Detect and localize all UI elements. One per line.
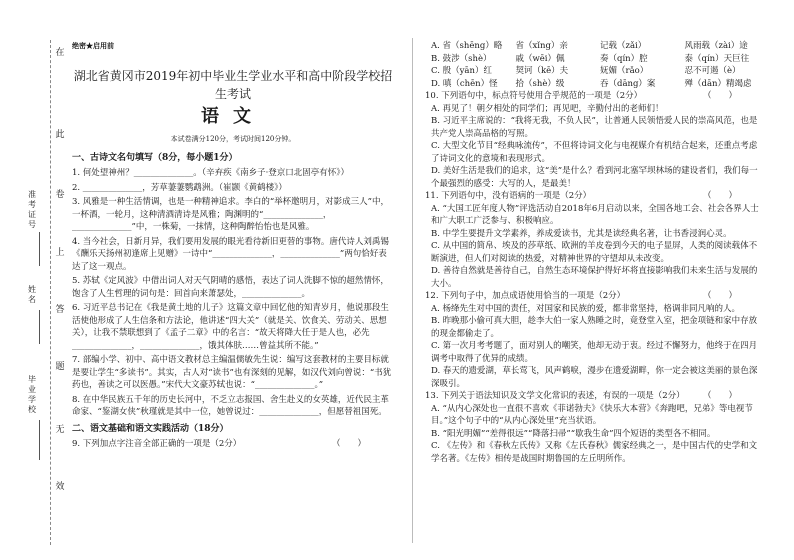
section2-heading: 二、语文基础和语文实践活动（18分） [72, 423, 229, 434]
question-4: 4. 当今社会，日新月异，我们要用发展的眼光看待新旧更替的事物。唐代诗人刘禹锡《酬乐天扬州初逢席上见赠》一诗中“______________，______________”两句恰好表达了这一观点。 [72, 236, 389, 272]
question-11-text: 11. 下列语句中，没有语病的一项是（2分） [425, 191, 592, 201]
answer-paren[interactable]: （ ） [331, 439, 366, 449]
question-10 [425, 90, 765, 103]
question-9-options [425, 40, 765, 90]
question-11 [425, 190, 765, 203]
option-c: C. 大型文化节目“经典咏流传”，不但将诗词文化与电视媒介有机结合起来，还重点考虑了诗词文化的意境和表现形式。 [431, 141, 758, 164]
subject-title: 语文 [201, 105, 265, 127]
column-divider [412, 38, 413, 543]
right-column [425, 40, 765, 465]
question-9-text: 9. 下列加点字注音全部正确的一项是（2分） [72, 439, 242, 449]
field-label-exam-number: 准考证号 [28, 190, 36, 229]
answer-paren[interactable]: （ ） [702, 191, 737, 201]
question-1: 1. 何处望神州？______________。（辛弃疾《南乡子·登京口北固亭有怀》） [72, 168, 350, 178]
seal-char: 效 [53, 482, 67, 493]
question-12-text: 12. 下列句子中，加点成语使用恰当的一项是（2分） [425, 291, 626, 301]
field-label-school: 毕业学校 [28, 375, 36, 414]
option-cell: 泰（qín）天巨往 [684, 53, 750, 64]
option-cell: 省（xǐng）亲 [515, 41, 568, 51]
seal-char: 无 [53, 425, 67, 436]
option-d: D. 美好生活是我们的追求，这“美”是什么？看到河北塞罕坝林场的建设者们，我们每一个最强烈的感受：大写的人，是最美！ [431, 166, 758, 189]
option-cell: 拾（shè）级 [515, 78, 565, 89]
question-10-text: 10. 下列语句中，标点符号使用合乎规范的一项是（2分） [425, 91, 643, 101]
option-cell: 吞（dāng）案 [600, 78, 656, 89]
field-line-exam-number[interactable] [39, 232, 40, 266]
question-5: 5. 苏轼《定风波》中借出词人对天气阴晴的感悟，表达了词人洗脚不惊的超然情怀，饱含了人生哲理的词句是：回首向来萧瑟处，______________。 [72, 276, 389, 299]
seal-char: 上 [53, 248, 67, 259]
seal-char: 此 [53, 130, 67, 141]
option-cell: 记载（zǎi） [600, 41, 647, 51]
seal-char: 在 [53, 48, 67, 59]
field-line-school[interactable] [39, 420, 40, 460]
secret-mark: 绝密★启用前 [72, 41, 114, 50]
question-9 [72, 438, 394, 451]
option-cell: 奏（qín）腔 [600, 53, 648, 64]
option-cell: 忍不可遏（è） [684, 66, 741, 76]
question-3: 3. 风雅是一种生活情调，也是一种精神追求。李白的“举杯邀明月，对影成三人”中，一杯酒，一轮月，这种清酒清诗是风雅；陶渊明的“______________，______________”中，一株菊，一抹情，这种陶醉怡怡也是风雅。 [72, 197, 390, 232]
option-a: A. 杨绛先生对中国的责任，对国家和民族的爱，都非常坚持，格调非同凡响的人。 [431, 303, 741, 314]
answer-paren[interactable]: （ ） [702, 91, 737, 101]
option-d: D. 春天的遗爱湖，草长莺飞，风声鹤唳，漫步在遗爱湖畔，你一定会被这美丽的景色深深吸引。 [431, 366, 758, 389]
option-c: C. 第一次月考考题了，面对别人的嘲笑，他却无动于衷。经过不懈努力，他终于在四月调考中取得了优异的成绩。 [431, 341, 758, 364]
option-cell: 殚（dān）精竭虑 [684, 78, 752, 89]
option-d: D. 善待自然就是善待自己，自然生态环境保护得好坏将直接影响我们未来生活与发展的大小。 [431, 266, 758, 289]
answer-paren[interactable]: （ ） [702, 291, 737, 301]
seal-char: 题 [53, 362, 67, 373]
option-a: A. 再见了！朝夕相处的同学们；再见吧，辛勤付出的老师们！ [431, 103, 664, 114]
seal-char: 卷 [53, 190, 67, 201]
question-2: 2. ______________，芳草萋萋鹦鹉洲。（崔颢《黄鹤楼》） [72, 182, 287, 193]
section1-heading: 一、古诗文名句填写（8分，每小题1分） [72, 152, 238, 163]
option-cell: A. 省（shēng）略 [431, 41, 503, 51]
option-b: B. 习近平主席说的：“我将无我，不负人民”，让普通人民领悟爱人民的崇高风范，也是共产党人崇高品格的写照。 [431, 116, 758, 139]
seal-char: 答 [53, 305, 67, 316]
exam-title-line1: 湖北省黄冈市2019年初中毕业生学业水平和高中阶段学校招 [73, 68, 393, 83]
question-8: 8. 在中华民族五千年的历史长河中，不乏立志报国、舍生赴义的女英雄，近代民主革命家、“鉴湖女侠”秋瑾就是其中一位，她曾说过：______________，但愿替祖国死。 [72, 394, 389, 417]
option-cell: 妩媚（rǎo） [600, 66, 649, 76]
exam-note: 本试卷满分120分，考试时间120分钟。 [170, 135, 296, 143]
question-13-text: 13. 下列关于语法知识及文学文化常识的表述，有误的一项是（2分） [425, 391, 685, 401]
exam-title-line2: 生考试 [214, 86, 251, 101]
question-7: 7. 部编小学、初中、高中语文教材总主编温儒敏先生说：编写这套教材的主要目标就是要让学生“多读书”。其实，古人对“读书”也有深刻的见解，如汉代刘向曾说：“书犹药也，善读之可以医愚。”宋代大文豪苏轼也说：“______________。” [72, 355, 392, 390]
option-c: C. 从中国的简帛、埃及的莎草纸、欧洲的羊皮卷到今天的电子显屏，人类的阅读载体不断演进，但人们对阅读的热爱，对精神世界的守望却从未改变。 [431, 241, 758, 264]
field-label-name: 姓名 [28, 285, 36, 304]
option-cell: 风雨载（zài）途 [684, 41, 748, 51]
question-6: 6. 习近平总书记在《我是黄土地的儿子》这篇文章中回忆他的知青岁月，他说那段生活使他形成了人生信条和方法论，他讲述“四大关”（就是关、饮食关、劳动关、思想关），让我不禁联想到了《孟子二章》中的名言：“故天将降大任于是人也，必先______________，______________，饿其体肤……曾益其所不能。” [72, 303, 389, 351]
question-12 [425, 290, 765, 303]
option-b: B. 中学生要提升文学素养，养成爱读书，尤其是读经典名著，让书香浸润心灵。 [431, 228, 732, 239]
option-cell: D. 嗔（chēn）怪 [431, 78, 498, 89]
binding-dash-line [50, 40, 51, 545]
field-line-name[interactable] [39, 310, 40, 344]
option-a: A. “从内心深处也一直很不喜欢《菲诺勃夫》《快乐大本营》《奔跑吧，兄弟》等电视节目。”这个句子中的“从内心深处里”充当状语。 [431, 403, 753, 426]
option-b: B. “阳光明媚”“差得很远”“降落扫帚”“歇我生命”四个短语的类型各不相同。 [431, 428, 716, 439]
question-13 [425, 390, 765, 403]
option-c: C. 《左传》和《春秋左氏传》又称《左氏春秋》儒家经典之一，是中国古代的史学和文学名著。《左传》相传是战国时期鲁国的左丘明所作。 [431, 441, 758, 464]
option-b: B. 昨晚那小偷可真大胆，趁李大伯一家人熟睡之时，竟登堂入室，把金项链和家中存放的现金都偷走了。 [431, 316, 758, 339]
option-a: A. “大国工匠年度人物”评选活动自2018年6月启动以来，全国各地工会、社会各界人士和广大职工广泛参与、积极响应。 [431, 203, 759, 226]
option-cell: B. 鼓涉（shè） [431, 53, 492, 64]
option-cell: C. 殷（yān）红 [431, 66, 492, 76]
answer-paren[interactable]: （ ） [702, 391, 737, 401]
option-cell: 戚（wēi）佩 [515, 53, 565, 64]
left-column [72, 40, 394, 451]
option-cell: 契诃（kē）夫 [515, 66, 569, 76]
